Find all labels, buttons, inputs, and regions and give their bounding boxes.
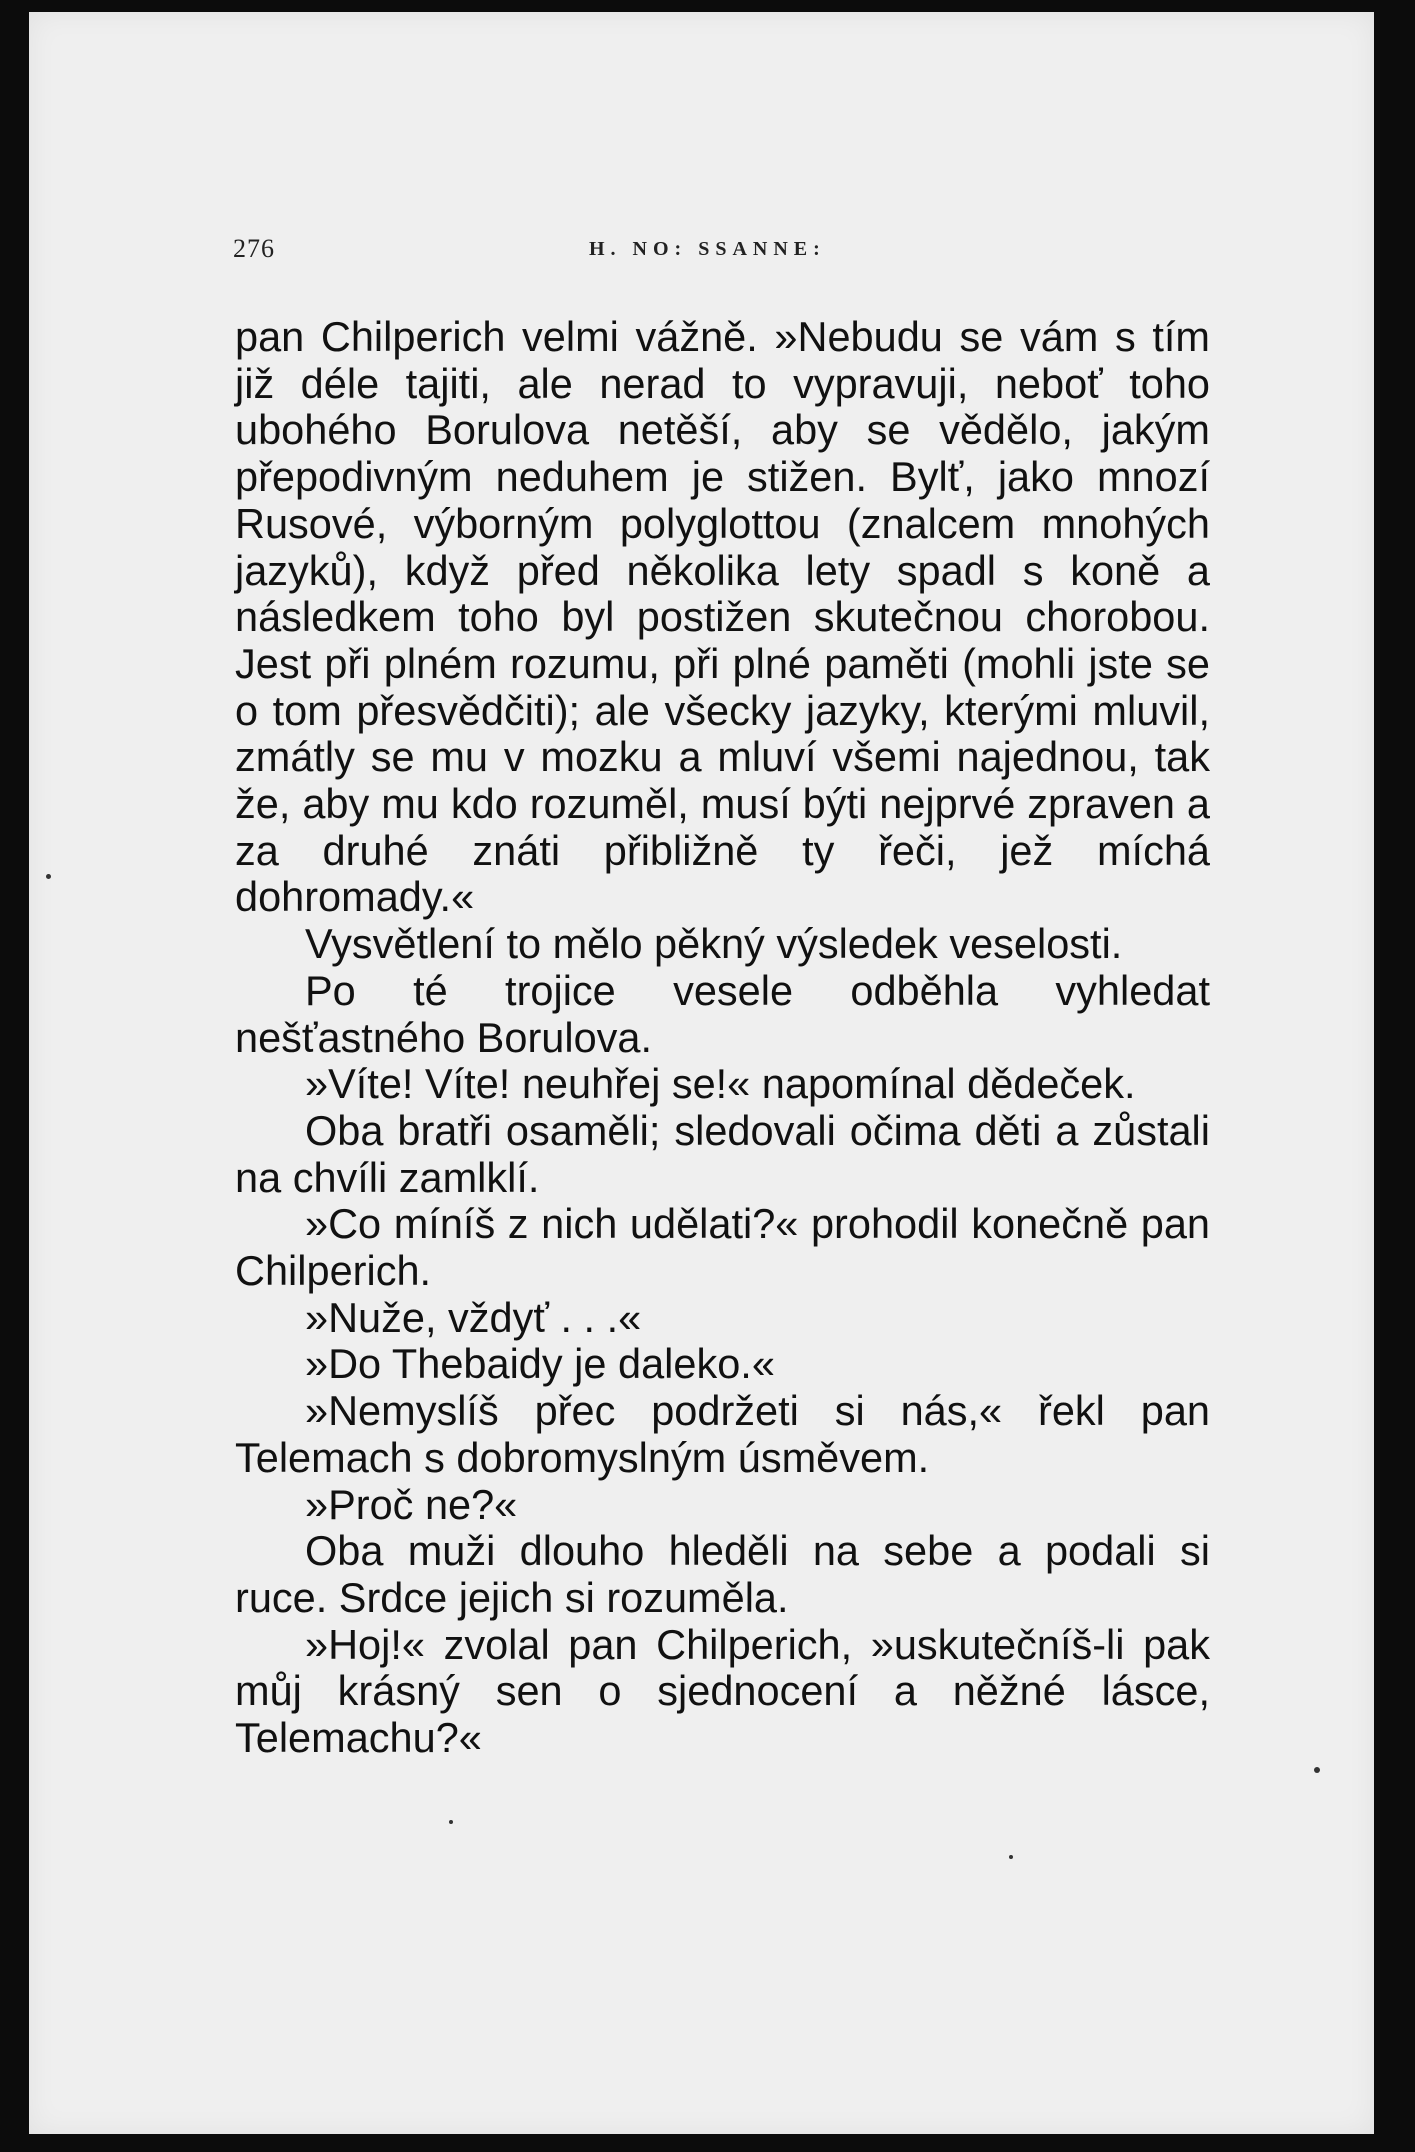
page-header [233, 234, 853, 264]
paragraph: »Do Thebaidy je daleko.« [305, 1340, 775, 1388]
paragraph: »Víte! Víte! neuhřej se!« napomínal dědeček. [305, 1060, 1136, 1108]
body-text [235, 314, 1210, 1762]
paragraph: »Co míníš z nich udělati?« prohodil konečně pan Chilperich. [235, 1200, 1210, 1295]
paragraph: Vysvětlení to mělo pěkný výsledek veselosti. [305, 920, 1123, 968]
running-head: H. NO: SSANNE: [589, 238, 826, 260]
paragraph: Oba bratři osaměli; sledovali očima děti a zůstali na chvíli zamlklí. [235, 1106, 1210, 1201]
paper-speck [1009, 1855, 1013, 1859]
paragraph: »Nemyslíš přec podržeti si nás,« řekl pan Telemach s dobromyslným úsměvem. [235, 1387, 1210, 1481]
book-page [29, 12, 1374, 2134]
paragraph: Oba muži dlouho hleděli na sebe a podali si ruce. Srdce jejich si rozuměla. [235, 1527, 1210, 1621]
paragraph: »Proč ne?« [305, 1480, 518, 1528]
paper-speck [449, 1820, 453, 1824]
paragraph: Po té trojice vesele odběhla vyhledat nešťastného Borulova. [235, 966, 1210, 1061]
page-number: 276 [233, 234, 275, 263]
paper-speck [1314, 1767, 1320, 1773]
paragraph: »Nuže, vždyť . . .« [305, 1293, 642, 1341]
paper-speck [46, 874, 51, 879]
paragraph: »Hoj!« zvolal pan Chilperich, »uskutečníš-li pak můj krásný sen o sjednocení a něžné lásce, Telemachu?« [235, 1620, 1210, 1762]
paragraph: pan Chilperich velmi vážně. »Nebudu se vám s tím již déle tajiti, ale nerad to vypravuji, neboť toho ubohého Borulova netěší, aby se vědělo, jakým přepodivným neduhem je stižen. Bylť, jako mnozí Rusové, výborným polyglottou (znalcem mnohých jazyků), když před několika lety spadl s koně a následkem toho byl postižen skutečnou chorobou. Jest při plném rozumu, při plné paměti (mohli jste se o tom přesvědčiti); ale všecky jazyky, kterými mluvil, zmátly se mu v mozku a mluví všemi najednou, tak že, aby mu kdo rozuměl, musí býti nejprvé zpraven a za druhé znáti přibližně ty řeči, jež míchá dohromady.« [235, 313, 1210, 921]
